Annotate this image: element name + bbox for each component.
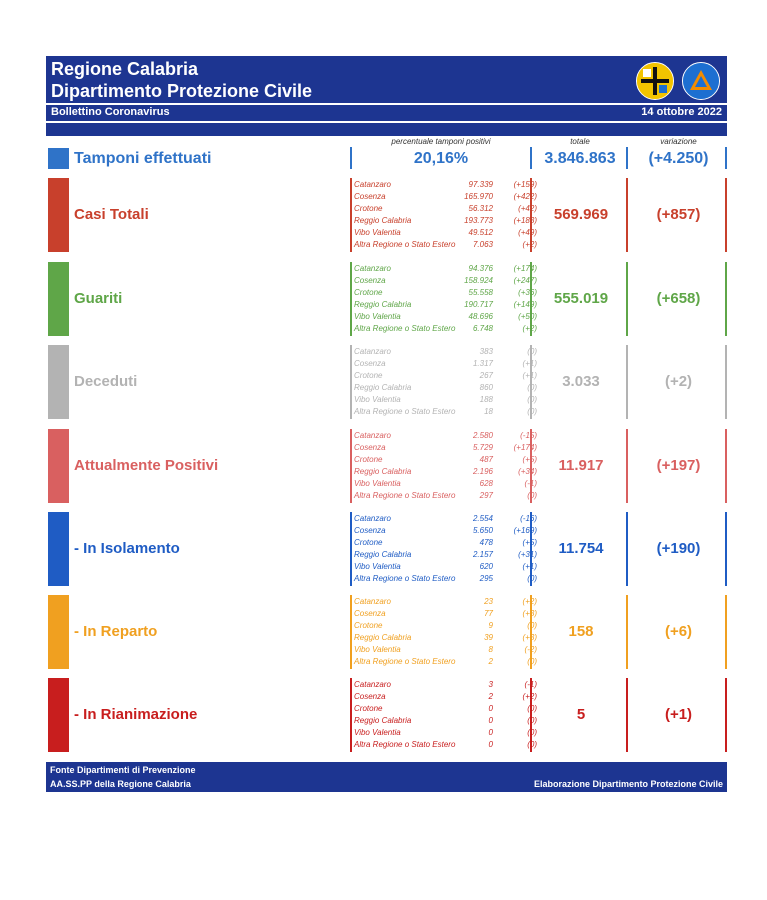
province-name: Cosenza <box>354 609 386 618</box>
province-value: 55.558 <box>468 288 493 297</box>
province-name: Crotone <box>354 204 383 213</box>
province-name: Cosenza <box>354 443 386 452</box>
province-row <box>354 680 539 692</box>
section-divider <box>626 512 628 586</box>
province-delta: (+422) <box>513 192 537 201</box>
province-value: 0 <box>488 728 493 737</box>
province-name: Altra Regione o Stato Estero <box>354 574 456 583</box>
province-name: Altra Regione o Stato Estero <box>354 740 456 749</box>
province-row <box>354 431 539 443</box>
section-label: - In Isolamento <box>74 540 180 557</box>
variation-column-header: variazione <box>660 137 697 146</box>
section-variation: (+2) <box>664 373 693 390</box>
section-color-bar <box>48 178 69 252</box>
province-name: Crotone <box>354 704 383 713</box>
province-value: 97.339 <box>468 180 493 189</box>
province-value: 8 <box>488 645 493 654</box>
province-name: Reggio Calabria <box>354 633 412 642</box>
province-value: 188 <box>479 395 493 404</box>
province-value: 0 <box>488 704 493 713</box>
province-row <box>354 538 539 550</box>
tamponi-divider <box>350 147 352 169</box>
province-name: Catanzaro <box>354 347 391 356</box>
province-row <box>354 264 539 276</box>
tamponi-divider <box>725 147 727 169</box>
province-name: Reggio Calabria <box>354 300 412 309</box>
section-color-bar <box>48 262 69 336</box>
tamponi-positive-percentage: 20,16% <box>413 150 469 167</box>
province-name: Reggio Calabria <box>354 216 412 225</box>
section-total: 555.019 <box>553 290 609 307</box>
province-delta: (0) <box>527 740 537 749</box>
province-name: Vibo Valentia <box>354 228 401 237</box>
province-row <box>354 300 539 312</box>
section-total: 5 <box>576 706 586 723</box>
province-value: 56.312 <box>468 204 493 213</box>
province-value: 6.748 <box>472 324 493 333</box>
province-row <box>354 514 539 526</box>
province-value: 9 <box>488 621 493 630</box>
province-value: 860 <box>479 383 493 392</box>
section-variation: (+1) <box>664 706 693 723</box>
section-total: 569.969 <box>553 206 609 223</box>
province-delta: (+1) <box>522 562 537 571</box>
province-row <box>354 407 539 419</box>
province-delta: (-15) <box>520 431 537 440</box>
province-row <box>354 455 539 467</box>
province-delta: (0) <box>527 657 537 666</box>
province-value: 39 <box>484 633 493 642</box>
section-variation: (+190) <box>656 540 701 557</box>
section-color-bar <box>48 512 69 586</box>
province-row <box>354 312 539 324</box>
province-value: 2.554 <box>472 514 493 523</box>
section-color-bar <box>48 595 69 669</box>
province-row <box>354 395 539 407</box>
province-row <box>354 359 539 371</box>
section-total: 11.917 <box>558 457 604 474</box>
province-delta: (0) <box>527 704 537 713</box>
province-value: 383 <box>479 347 493 356</box>
header-divider <box>46 123 727 136</box>
province-name: Cosenza <box>354 526 386 535</box>
province-row <box>354 645 539 657</box>
province-row <box>354 704 539 716</box>
tamponi-label: Tamponi effettuati <box>74 150 212 167</box>
province-delta: (-1) <box>524 479 537 488</box>
province-value: 297 <box>479 491 493 500</box>
province-row <box>354 657 539 669</box>
tamponi-variation: (+4.250) <box>648 150 709 167</box>
province-value: 1.317 <box>472 359 493 368</box>
province-name: Reggio Calabria <box>354 550 412 559</box>
region-title: Regione Calabria <box>51 59 199 79</box>
section-color-bar <box>48 678 69 752</box>
province-value: 2.580 <box>472 431 493 440</box>
section-divider <box>626 345 628 419</box>
province-delta: (0) <box>527 395 537 404</box>
tamponi-color-marker <box>48 148 69 169</box>
footer-source-line2: AA.SS.PP della Regione Calabria <box>50 779 191 789</box>
province-row <box>354 324 539 336</box>
province-name: Crotone <box>354 371 383 380</box>
province-name: Altra Regione o Stato Estero <box>354 240 456 249</box>
province-value: 158.924 <box>464 276 493 285</box>
section-block <box>46 262 727 336</box>
province-name: Reggio Calabria <box>354 383 412 392</box>
province-delta: (+34) <box>518 467 537 476</box>
total-column-header: totale <box>570 137 590 146</box>
province-name: Cosenza <box>354 692 386 701</box>
province-row <box>354 479 539 491</box>
province-value: 2 <box>488 657 493 666</box>
province-delta: (0) <box>527 716 537 725</box>
province-delta: (0) <box>527 347 537 356</box>
province-delta: (+3) <box>522 609 537 618</box>
province-row <box>354 633 539 645</box>
section-total: 158 <box>568 623 594 640</box>
section-divider <box>626 429 628 503</box>
bulletin-bar <box>46 105 727 121</box>
province-value: 487 <box>479 455 493 464</box>
province-value: 628 <box>479 479 493 488</box>
province-row <box>354 609 539 621</box>
province-delta: (+31) <box>518 550 537 559</box>
province-delta: (0) <box>527 728 537 737</box>
province-row <box>354 276 539 288</box>
province-delta: (0) <box>527 574 537 583</box>
province-row <box>354 491 539 503</box>
footer-credit: Elaborazione Dipartimento Protezione Civile <box>533 779 723 789</box>
section-label: Casi Totali <box>74 206 149 223</box>
province-delta: (0) <box>527 621 537 630</box>
province-delta: (+174) <box>513 443 537 452</box>
province-delta: (+1) <box>522 371 537 380</box>
section-color-bar <box>48 429 69 503</box>
province-name: Vibo Valentia <box>354 645 401 654</box>
province-row <box>354 347 539 359</box>
province-value: 478 <box>479 538 493 547</box>
province-name: Cosenza <box>354 359 386 368</box>
province-value: 295 <box>479 574 493 583</box>
province-name: Catanzaro <box>354 597 391 606</box>
bulletin-date: 14 ottobre 2022 <box>641 106 722 118</box>
section-block <box>46 429 727 503</box>
province-name: Catanzaro <box>354 514 391 523</box>
province-name: Altra Regione o Stato Estero <box>354 407 456 416</box>
province-delta: (+169) <box>513 526 537 535</box>
province-name: Catanzaro <box>354 180 391 189</box>
province-name: Reggio Calabria <box>354 716 412 725</box>
province-value: 7.063 <box>472 240 493 249</box>
province-row <box>354 228 539 240</box>
province-name: Cosenza <box>354 276 386 285</box>
tamponi-total: 3.846.863 <box>544 150 616 167</box>
protezione-civile-logo-icon <box>682 62 720 100</box>
section-divider <box>626 678 628 752</box>
section-total: 3.033 <box>562 373 600 390</box>
section-divider <box>626 262 628 336</box>
province-row <box>354 740 539 752</box>
province-delta: (+183) <box>513 216 537 225</box>
province-row <box>354 240 539 252</box>
province-delta: (0) <box>527 383 537 392</box>
province-value: 18 <box>484 407 493 416</box>
province-name: Reggio Calabria <box>354 467 412 476</box>
footer-source-line1: Fonte Dipartimenti di Prevenzione <box>50 765 196 775</box>
province-row <box>354 443 539 455</box>
province-row <box>354 192 539 204</box>
province-value: 5.729 <box>472 443 493 452</box>
province-row <box>354 204 539 216</box>
province-name: Vibo Valentia <box>354 312 401 321</box>
province-row <box>354 467 539 479</box>
province-value: 190.717 <box>464 300 493 309</box>
section-label: - In Rianimazione <box>74 706 198 723</box>
province-delta: (+247) <box>513 276 537 285</box>
province-row <box>354 692 539 704</box>
province-value: 267 <box>479 371 493 380</box>
province-name: Vibo Valentia <box>354 479 401 488</box>
province-name: Crotone <box>354 538 383 547</box>
province-value: 165.970 <box>464 192 493 201</box>
province-value: 3 <box>488 680 493 689</box>
section-block <box>46 595 727 669</box>
province-row <box>354 550 539 562</box>
province-value: 49.512 <box>468 228 493 237</box>
province-name: Crotone <box>354 455 383 464</box>
province-delta: (+2) <box>522 324 537 333</box>
bulletin-label: Bollettino Coronavirus <box>51 106 170 118</box>
province-delta: (+174) <box>513 264 537 273</box>
section-variation: (+658) <box>656 290 701 307</box>
province-name: Catanzaro <box>354 431 391 440</box>
section-color-bar <box>48 345 69 419</box>
province-value: 2.196 <box>472 467 493 476</box>
section-variation: (+6) <box>664 623 693 640</box>
province-value: 77 <box>484 609 493 618</box>
province-name: Cosenza <box>354 192 386 201</box>
province-value: 0 <box>488 740 493 749</box>
section-block <box>46 178 727 252</box>
province-value: 23 <box>484 597 493 606</box>
tamponi-divider <box>530 147 532 169</box>
province-value: 94.376 <box>468 264 493 273</box>
province-name: Catanzaro <box>354 680 391 689</box>
section-label: - In Reparto <box>74 623 158 640</box>
province-breakdown <box>350 678 540 752</box>
section-label: Attualmente Positivi <box>74 457 219 474</box>
province-name: Vibo Valentia <box>354 395 401 404</box>
province-name: Altra Regione o Stato Estero <box>354 657 456 666</box>
province-row <box>354 383 539 395</box>
province-delta: (+159) <box>513 180 537 189</box>
province-name: Vibo Valentia <box>354 562 401 571</box>
province-row <box>354 728 539 740</box>
province-row <box>354 180 539 192</box>
province-value: 5.650 <box>472 526 493 535</box>
province-delta: (+149) <box>513 300 537 309</box>
province-delta: (+49) <box>518 228 537 237</box>
province-delta: (+5) <box>522 538 537 547</box>
province-delta: (+3) <box>522 633 537 642</box>
section-divider <box>626 178 628 252</box>
province-breakdown <box>350 345 540 419</box>
province-delta: (0) <box>527 407 537 416</box>
province-breakdown <box>350 512 540 586</box>
province-row <box>354 562 539 574</box>
province-row <box>354 716 539 728</box>
section-variation: (+857) <box>656 206 701 223</box>
section-divider <box>626 595 628 669</box>
province-value: 193.773 <box>464 216 493 225</box>
province-row <box>354 216 539 228</box>
section-label: Deceduti <box>74 373 138 390</box>
province-delta: (+2) <box>522 692 537 701</box>
province-value: 0 <box>488 716 493 725</box>
province-row <box>354 371 539 383</box>
province-breakdown <box>350 429 540 503</box>
footer-banner <box>46 762 727 792</box>
calabria-coat-of-arms-icon <box>636 62 674 100</box>
pct-column-header: percentuale tamponi positivi <box>391 137 491 146</box>
province-value: 620 <box>479 562 493 571</box>
province-delta: (-1) <box>524 680 537 689</box>
province-name: Vibo Valentia <box>354 728 401 737</box>
province-breakdown <box>350 178 540 252</box>
section-total: 11.754 <box>558 540 604 557</box>
province-row <box>354 288 539 300</box>
province-row <box>354 526 539 538</box>
province-name: Crotone <box>354 288 383 297</box>
section-variation: (+197) <box>656 457 701 474</box>
province-row <box>354 574 539 586</box>
province-name: Crotone <box>354 621 383 630</box>
province-delta: (+2) <box>522 240 537 249</box>
province-row <box>354 597 539 609</box>
department-title: Dipartimento Protezione Civile <box>51 81 313 101</box>
province-delta: (+2) <box>522 597 537 606</box>
province-value: 2.157 <box>472 550 493 559</box>
province-value: 2 <box>488 692 493 701</box>
province-delta: (+42) <box>518 204 537 213</box>
section-block <box>46 678 727 752</box>
header-banner <box>46 56 727 103</box>
province-delta: (+5) <box>522 455 537 464</box>
province-delta: (+50) <box>518 312 537 321</box>
tamponi-divider <box>626 147 628 169</box>
section-block <box>46 345 727 419</box>
province-delta: (-16) <box>520 514 537 523</box>
province-breakdown <box>350 262 540 336</box>
province-name: Altra Regione o Stato Estero <box>354 491 456 500</box>
province-value: 48.696 <box>468 312 493 321</box>
province-delta: (-2) <box>524 645 537 654</box>
province-breakdown <box>350 595 540 669</box>
section-label: Guariti <box>74 290 123 307</box>
section-block <box>46 512 727 586</box>
province-name: Altra Regione o Stato Estero <box>354 324 456 333</box>
province-delta: (0) <box>527 491 537 500</box>
province-delta: (+36) <box>518 288 537 297</box>
province-row <box>354 621 539 633</box>
province-name: Catanzaro <box>354 264 391 273</box>
province-delta: (+1) <box>522 359 537 368</box>
